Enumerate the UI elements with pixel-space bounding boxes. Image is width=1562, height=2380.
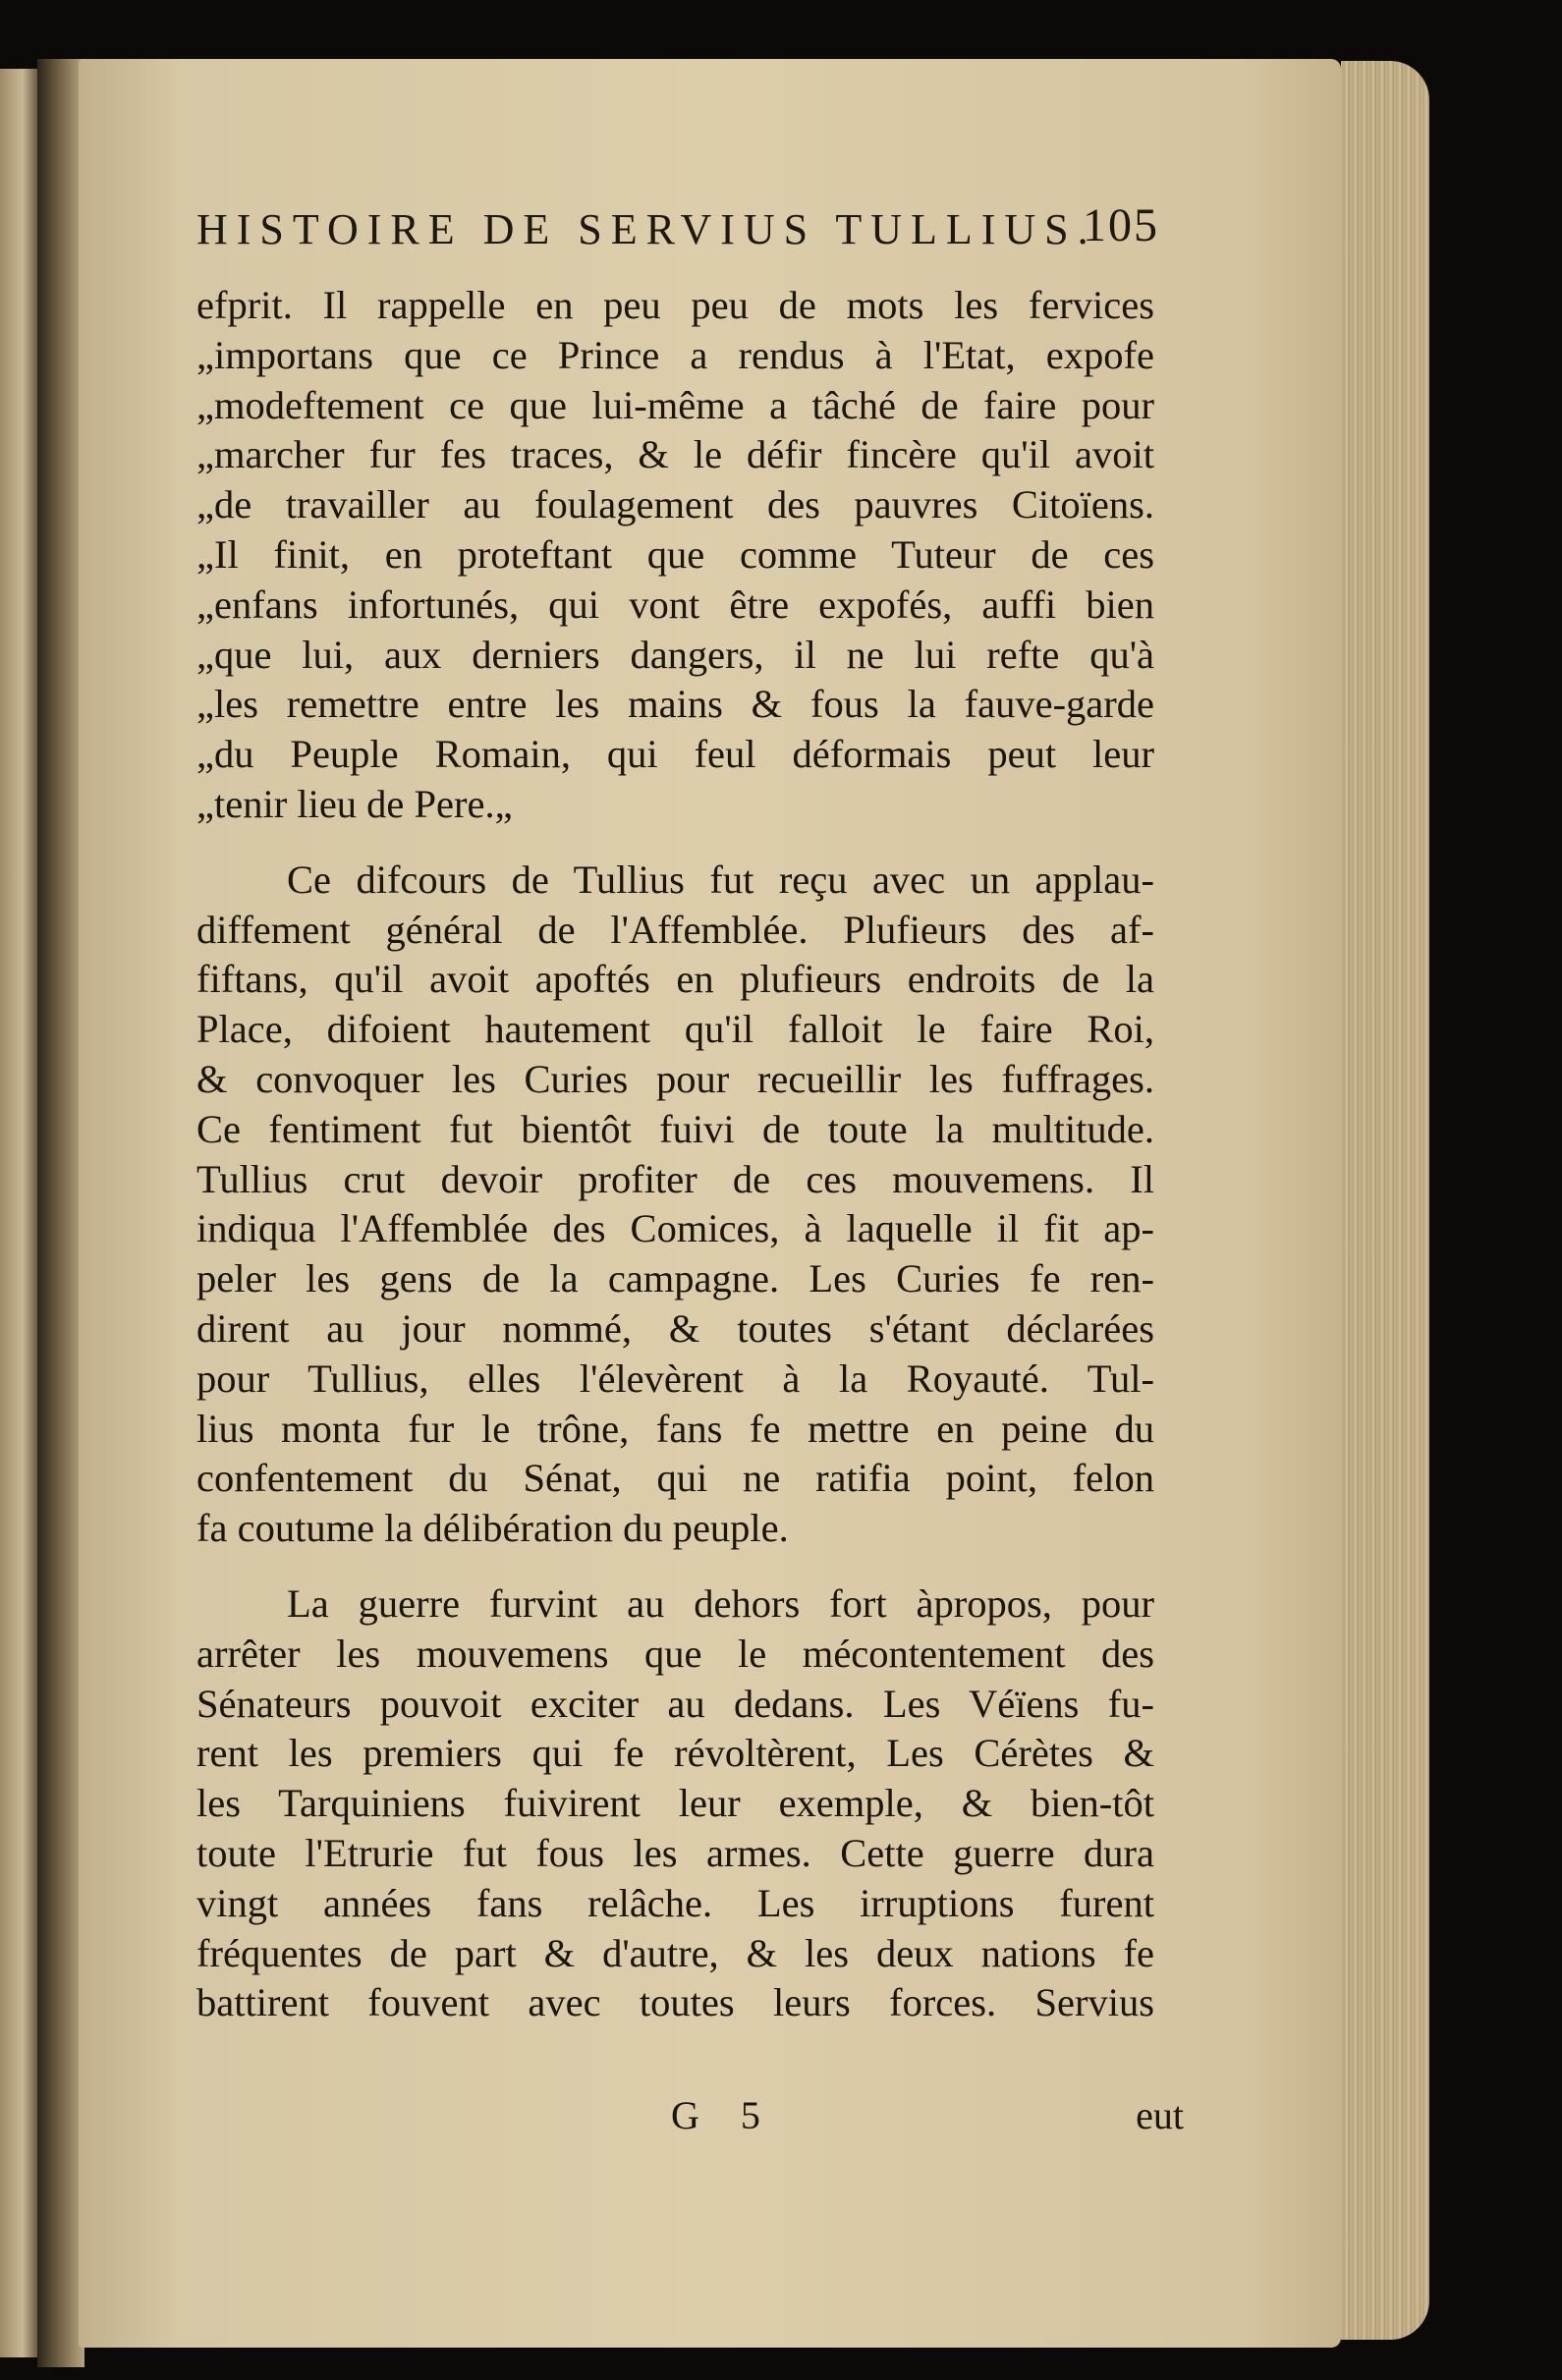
text-line: les Tarquiniens fuivirent leur exemple, & bien-tôt <box>196 1781 1154 1826</box>
text-line: diffement général de l'Affemblée. Plufieurs des af- <box>196 907 1154 952</box>
text-line: indiqua l'Affemblée des Comices, à laquelle il fit ap- <box>196 1206 1154 1251</box>
text-line: Ce fentiment fut bientôt fuivi de toute la multitude. <box>196 1106 1154 1151</box>
text-line: fa coutume la délibération du peuple. <box>196 1506 789 1551</box>
text-line: lius monta fur le trône, fans fe mettre en peine du <box>196 1406 1154 1451</box>
text-line: & convoquer les Curies pour recueillir les fuffrages. <box>196 1056 1154 1101</box>
text-line: Place, difoient hautement qu'il falloit le faire Roi, <box>196 1007 1154 1052</box>
running-title: HISTOIRE DE SERVIUS TULLIUS. <box>196 205 1097 253</box>
text-line: Tullius crut devoir profiter de ces mouvemens. Il <box>196 1156 1154 1201</box>
running-header <box>196 196 1159 265</box>
text-line: arrêter les mouvemens que le mécontentement des <box>196 1631 1154 1676</box>
text-line: vingt années fans relâche. Les irruptions furent <box>196 1880 1154 1925</box>
catchword: eut <box>1136 2093 1184 2137</box>
body-text <box>196 281 1154 2028</box>
page-footer <box>196 2092 1184 2151</box>
book-gutter <box>37 59 84 2367</box>
text-line: Sénateurs pouvoit exciter au dedans. Les Véïens fu- <box>196 1681 1154 1726</box>
text-line: peler les gens de la campagne. Les Curies fe ren- <box>196 1256 1154 1301</box>
text-line: „tenir lieu de Pere.„ <box>196 781 513 826</box>
text-line: „de travailler au foulagement des pauvres Citoïens. <box>196 482 1154 527</box>
text-line: confentement du Sénat, qui ne ratifia point, felon <box>196 1456 1154 1501</box>
paragraph-gap <box>196 830 1154 856</box>
text-line: efprit. Il rappelle en peu peu de mots les fervices <box>196 283 1154 327</box>
text-line: „enfans infortunés, qui vont être expofés, auffi bien <box>196 581 1154 627</box>
text-line: pour Tullius, elles l'élevèrent à la Royauté. Tul- <box>196 1356 1154 1401</box>
page-edges <box>1341 61 1429 2340</box>
text-line: Ce difcours de Tullius fut reçu avec un applau- <box>287 857 1154 902</box>
text-line: La guerre furvint au dehors fort àpropos, pour <box>287 1580 1154 1626</box>
text-line: „que lui, aux derniers dangers, il ne lui refte qu'à <box>196 632 1154 677</box>
text-line: rent les premiers qui fe révoltèrent, Les Cérètes & <box>196 1731 1154 1776</box>
text-line: fiftans, qu'il avoit apoftés en plufieurs endroits de la <box>196 957 1154 1002</box>
page-number: 105 <box>1083 199 1159 251</box>
paragraph-gap <box>196 1554 1154 1579</box>
text-line: „Il finit, en proteftant que comme Tuteur de ces <box>196 531 1154 577</box>
text-line: „modeftement ce que lui-même a tâché de faire pour <box>196 382 1154 427</box>
text-line: battirent fouvent avec toutes leurs forces. Servius <box>196 1980 1154 2025</box>
text-line: „importans que ce Prince a rendus à l'Etat, expofe <box>196 332 1154 377</box>
text-line: „du Peuple Romain, qui feul déformais peut leur <box>196 732 1154 777</box>
text-line: dirent au jour nommé, & toutes s'étant déclarées <box>196 1305 1154 1351</box>
text-line: „les remettre entre les mains & fous la fauve-garde <box>196 682 1154 727</box>
signature-mark: G 5 <box>671 2093 776 2137</box>
facing-page-edge <box>0 69 37 2357</box>
text-line: toute l'Etrurie fut fous les armes. Cette guerre dura <box>196 1830 1154 1875</box>
text-line: fréquentes de part & d'autre, & les deux nations fe <box>196 1930 1154 1975</box>
text-line: „marcher fur fes traces, & le défir fincère qu'il avoit <box>196 432 1154 477</box>
